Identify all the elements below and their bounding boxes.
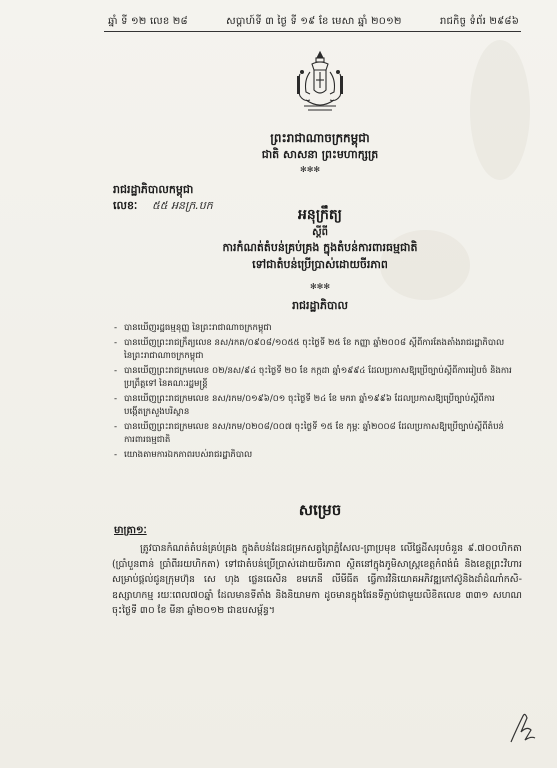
date-week: សប្តាហ៍ទី ៣ ថ្ងៃ ទី ១៩ ខែ មេសា ឆ្នាំ ២០១២ (226, 16, 402, 27)
ornament: ✻✻✻ (300, 165, 321, 174)
council-heading: រាជរដ្ឋាភិបាល (292, 299, 348, 312)
reference-item: - បានឃើញរដ្ឋធម្មនុញ្ញ នៃព្រះរាជាណាចក្រកម្ពុជា (112, 322, 512, 335)
kingdom-title: ព្រះរាជាណាចក្រកម្ពុជា (270, 131, 370, 145)
national-motto: ជាតិ សាសនា ព្រះមហាក្សត្រ (261, 148, 379, 161)
gazette-header (108, 14, 519, 29)
article-label: មាត្រា១ៈ (114, 525, 147, 536)
header-rule (104, 31, 521, 32)
signature-mark-icon (505, 708, 539, 748)
article-body: ត្រូវបានកំណត់តំបន់គ្រប់គ្រង ក្នុងតំបន់ដែនជម្រកសត្វព្រៃភ្នំសែល-ព្រាប្រមុខ លើផ្ទៃដីសរុបចំនួន ៩.៧០០ហិកតា (ប្រាំបួនពាន់ ប្រាំពីររយហិកតា) ទៅជាតំបន់ប្រើប្រាស់ដោយចីរភាព ស្ថិតនៅក្នុងភូមិសាស្ត្រខេត្តកំពង់ធំ និងខេត្តព្រះវិហារ សម្រាប់ផ្តល់ជូនក្រុមហ៊ុន សេ ហុង ផ្លេនធេសិន ខមភេនី លីមីធីត ធ្វើការវិនិយោគអភិវឌ្ឍកៅស៊ូនិងដាំដំណាំកសិ-ឧស្សាហកម្ម រយៈពេល៧០ឆ្នាំ ដែលមានទីតាំង និងនិយាមកា ដូចមានក្នុងផែនទីភ្ជាប់ជាមួយលិខិតលេខ ៣៣១ សហណ ចុះថ្ងៃទី ៣០ ខែ មីនា ឆ្នាំ២០១២ ជាឧបសម្ព័ន្ធ។ (112, 543, 522, 616)
issuer: រាជរដ្ឋាភិបាលកម្ពុជា (113, 183, 194, 196)
number-label: លេខៈ (113, 199, 138, 212)
number-value: ៥៥ អនក្រ.បក (152, 199, 213, 212)
reference-item: - បានឃើញព្រះរាជក្រមលេខ នស/រកម/០១៩៦/០១ ចុះថ្ងៃទី ២៤ ខែ មករា ឆ្នាំ១៩៩៦ ដែលប្រកាសឱ្យប្រើច្បាប់ស្តីពីការបង្កើតក្រសួងបរិស្ថាន (112, 393, 512, 419)
reference-item: - យោងតាមការឯកភាពរបស់រាជរដ្ឋាភិបាល (112, 449, 512, 462)
document-type: អនុក្រឹត្យ (298, 207, 342, 223)
reference-item: - បានឃើញព្រះរាជក្រមលេខ នស/រកម/០២០៨/០០៧ ចុះថ្ងៃទី ១៥ ខែ កុម្ភៈ ឆ្នាំ២០០៨ ដែលប្រកាសឱ្យប្រើច្បាប់ស្តីពីតំបន់ការពារធម្មជាតិ (112, 421, 512, 447)
references-list (112, 322, 512, 464)
royal-arms-emblem-icon (290, 50, 350, 114)
ornament: ✻✻✻ (309, 282, 331, 291)
about-label: ស្តីពី (312, 227, 328, 238)
title-line-2: ទៅជាតំបន់ប្រើប្រាស់ដោយចីរភាព (252, 258, 388, 271)
title-line-1: ការកំណត់តំបន់គ្រប់គ្រង ក្នុងតំបន់ការពារធម្មជាតិ (222, 241, 418, 254)
reference-item: - បានឃើញព្រះរាជក្រឹត្យលេខ នស/រកត/០៩០៨/១០៥៥ ចុះថ្ងៃទី ២៥ ខែ កញ្ញា ឆ្នាំ២០០៨ ស្តីពីការតែងតាំងរាជរដ្ឋាភិបាល នៃព្រះរាជាណាចក្រកម្ពុជា (112, 337, 512, 363)
decision-heading: សម្រេច (298, 501, 342, 519)
reference-item: - បានឃើញព្រះរាជក្រមលេខ ០២/នស/៩៤ ចុះថ្ងៃទី ២០ ខែ កក្កដា ឆ្នាំ១៩៩៤ ដែលប្រកាសឱ្យប្រើច្បាប់ស្តីពីការរៀបចំ និងការប្រព្រឹត្តទៅ នៃគណៈរដ្ឋមន្ត្រី (112, 365, 512, 391)
year-issue: ឆ្នាំ ទី ១២ លេខ ២៨ (108, 16, 188, 27)
gazette-page: រាជកិច្ច ទំព័រ ២៩៨៦ (439, 16, 519, 27)
